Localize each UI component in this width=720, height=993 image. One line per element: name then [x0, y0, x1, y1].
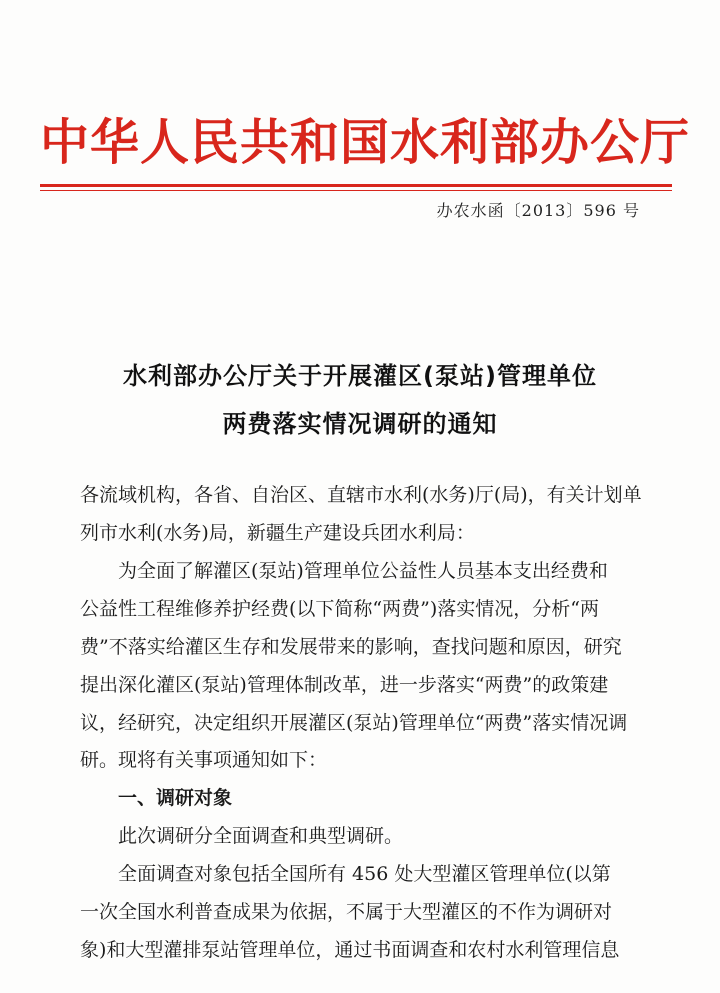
paragraph-line: 议，经研究，决定组织开展灌区(泵站)管理单位“两费”落实情况调 — [80, 712, 628, 734]
paragraph-line: 研。现将有关事项通知如下： — [80, 749, 328, 771]
paragraph-line: 提出深化灌区(泵站)管理体制改革，进一步落实“两费”的政策建 — [80, 674, 609, 696]
paragraph-line: 象)和大型灌排泵站管理单位，通过书面调查和农村水利管理信息 — [80, 939, 620, 961]
paragraph-line: 一次全国水利普查成果为依据，不属于大型灌区的不作为调研对 — [80, 901, 613, 923]
paragraph-line: 为全面了解灌区(泵站)管理单位公益性人员基本支出经费和 — [118, 560, 608, 582]
addressee-line-2: 列市水利(水务)局，新疆生产建设兵团水利局： — [80, 522, 475, 544]
letterhead-red-rule — [40, 184, 672, 187]
paragraph-line: 此次调研分全面调查和典型调研。 — [118, 825, 404, 847]
paragraph-line: 全面调查对象包括全国所有 456 处大型灌区管理单位(以第 — [118, 863, 611, 885]
paragraph-line: 费”不落实给灌区生存和发展带来的影响，查找问题和原因，研究 — [80, 636, 622, 658]
letterhead-red-rule-thin — [40, 190, 672, 191]
letterhead-issuer: 中华人民共和国水利部办公厅 — [40, 114, 691, 171]
section-heading: 一、调研对象 — [118, 787, 233, 809]
document-number: 办农水函〔2013〕596 号 — [436, 201, 640, 220]
document-title-line-2: 两费落实情况调研的通知 — [222, 410, 498, 438]
addressee-line-1: 各流域机构，各省、自治区、直辖市水利(水务)厅(局)，有关计划单 — [80, 484, 642, 506]
document-title-line-1: 水利部办公厅关于开展灌区(泵站)管理单位 — [123, 362, 597, 390]
paragraph-line: 公益性工程维修养护经费(以下简称“两费”)落实情况，分析“两 — [80, 598, 599, 620]
